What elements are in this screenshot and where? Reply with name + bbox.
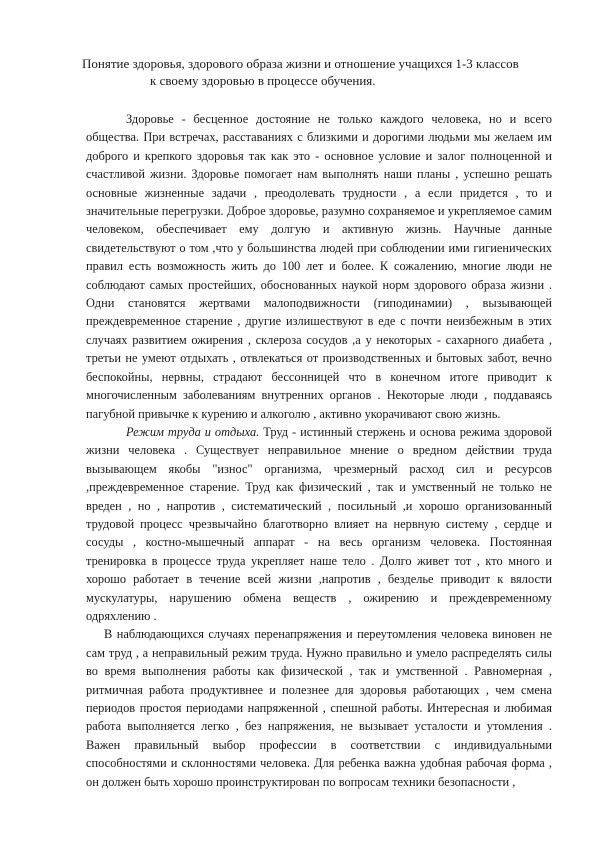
document-body: [86, 110, 552, 791]
paragraph-work-rest-text: Труд - истинный стержень и основа режима здоровой жизни человека . Существует неправильное мнение о вредном действии труда вызывающем якобы "износ" организма, чрезмерный расход сил и ресурсов ,преждевременное старение. Труд как физический , так и умственный не только не вреден , но , напротив , систематический , посильный ,и хорошо организованный трудовой процесс чрезвычайно благотворно влияет на нервную систему , сердце и сосуды , костно-мышечный аппарат - на весь организм человека. Постоянная тренировка в процессе труда укрепляет наше тело . Долго живет тот , кто много и хорошо работает в течение всей жизни ,напротив , безделье приводит к вялости мускулатуры, нарушению обмена веществ , ожирению и преждевременному одряхлению .: [86, 424, 552, 623]
title-line-2: к своему здоровью в процессе обучения.: [150, 73, 376, 88]
paragraph-work-rest: [86, 423, 552, 625]
document-title: [70, 55, 550, 89]
paragraph-health: Здоровье - бесценное достояние не только каждого человека, но и всего общества. При встречах, расставаниях с близкими и дорогими людьми мы желаем им доброго и крепкого здоровья так как это - основное условие и залог полноценной и счастливой жизни. Здоровье помогает нам выполнять наши планы , успешно решать основные жизненные задачи , преодолевать трудности , а если придется , то и значительные перегрузки. Доброе здоровье, разумно сохраняемое и укрепляемое самим человеком, обеспечивает ему долгую и активную жизнь. Научные данные свидетельствуют о том ,что у большинства людей при соблюдении ими гигиенических правил есть возможность жить до 100 лет и более. К сожалению, многие люди не соблюдают самых простейших, обоснованных наукой норм здорового образа жизни . Одни становятся жертвами малоподвижности (гиподинамии) , вызывающей преждевременное старение , другие излишествуют в еде с почти неизбежным в этих случаях развитием ожирения , склероза сосудов ,а у некоторых - сахарного диабета , третьи не умеют отдыхать , отвлекаться от производственных и бытовых забот, вечно беспокойны, нервны, страдают бессонницей что в конечном итоге приводит к многочисленным заболеваниям внутренних органов . Некоторые люди , поддаваясь пагубной привычке к курению и алкоголю , активно укорачивают свою жизнь.: [86, 112, 552, 421]
paragraph-work-rest-lead: Режим труда и отдыха.: [126, 424, 260, 439]
paragraph-overwork: В наблюдающихся случаях перенапряжения и переутомления человека виновен не сам труд , а неправильный режим труда. Нужно правильно и умело распределять силы во время выполнения работы как физической , так и умственной . Равномерная , ритмичная работа продуктивнее и полезнее для здоровья работающих , чем смена периодов простоя периодами напряженной , спешной работы. Интересная и любимая работа выполняется легко , без напряжения, не вызывает усталости и утомления . Важен правильный выбор профессии в соответствии с индивидуальными способностями и склонностями человека. Для ребенка важна удобная рабочая форма , он должен быть хорошо проинструктирован по вопросам техники безопасности ,: [86, 627, 552, 789]
title-line-1: Понятие здоровья, здорового образа жизни и отношение учащихся 1-3 классов: [82, 56, 519, 71]
